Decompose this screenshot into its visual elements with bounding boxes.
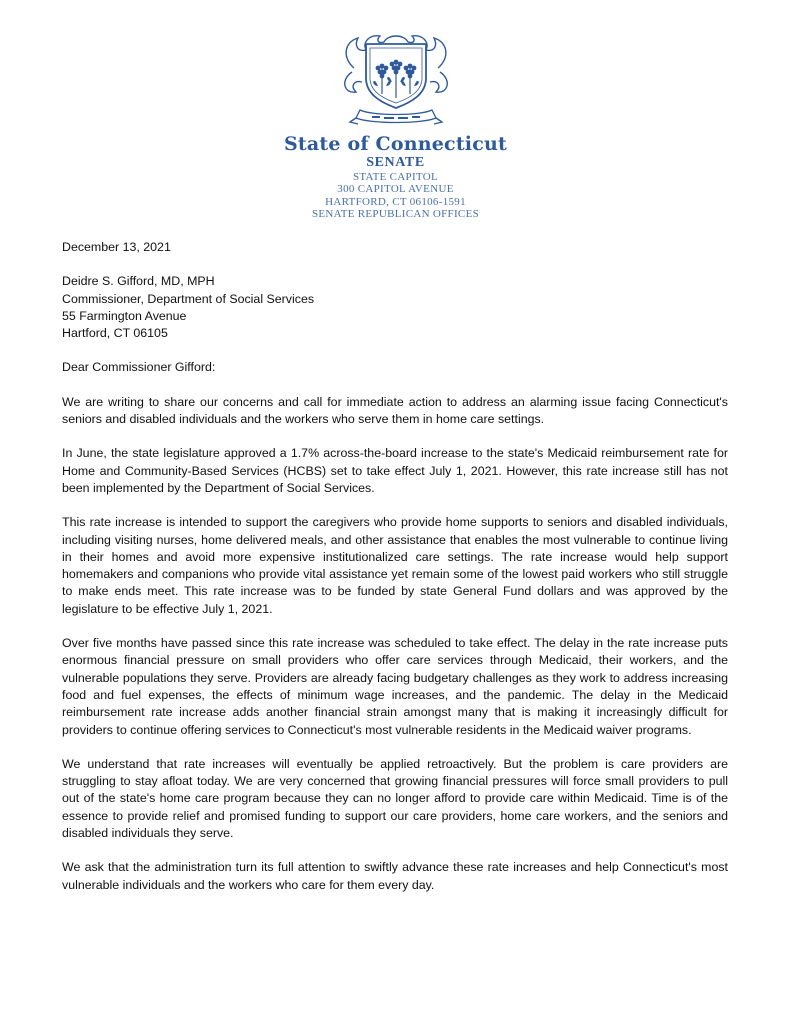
salutation: Dear Commissioner Gifford: [62,360,216,375]
recipient-street: 55 Farmington Avenue [62,308,187,323]
letter-body [62,239,728,911]
letter-date: December 13, 2021 [62,240,171,254]
letterhead-address-line: STATE CAPITOL [352,171,438,183]
body-paragraph: Over five months have passed since this rate increase was scheduled to take effect. The delay in the rate increase puts enormous financial pressure on small providers who offer care services through Medicaid, their workers, and the vulnerable populations they serve. Providers are already facing budgetary challenges as they work to address increasing food and fuel expenses, the effects of minimum wage increases, and the pandemic. The delay in the Medicaid reimbursement rate increase adds another financial strain amongst many that is making it increasingly difficult for providers to continue offering services to Connecticut's most vulnerable residents in the Medicaid waiver programs. [62,636,728,737]
recipient-city: Hartford, CT 06105 [62,326,168,341]
state-seal-icon [332,28,460,128]
body-paragraph: In June, the state legislature approved a 1.7% across-the-board increase to the state's Medicaid reimbursement rate for Home and Community-Based Services (HCBS) set to take effect July 1, 2021. However, this rate increase still has not been implemented by the Department of Social Services. [62,446,728,495]
recipient-address [62,273,728,342]
body-paragraph: This rate increase is intended to support the caregivers who provide home supports to seniors and disabled individuals, including visiting nurses, home delivered meals, and other assistance that enables the most vulnerable to continue living in their homes and avoid more expensive institutionalized care settings. The rate increase would help support homemakers and companions who provide vital assistance yet remain some of the lowest paid workers who still struggle to make ends meet. This rate increase was to be funded by state General Fund dollars and was approved by the legislature to be effective July 1, 2021. [62,515,728,616]
recipient-name: Deidre S. Gifford, MD, MPH [62,274,215,289]
letterhead-chamber: SENATE [366,155,425,170]
body-paragraph: We ask that the administration turn its full attention to swiftly advance these rate increases and help Connecticut's most vulnerable individuals and the workers who care for them every day. [62,860,728,892]
body-paragraph: We are writing to share our concerns and call for immediate action to address an alarming issue facing Connecticut's seniors and disabled individuals and the workers who serve them in home care settings. [62,394,728,427]
letterhead-address-line: HARTFORD, CT 06106-1591 [325,195,466,208]
letterhead-title: State of Connecticut [284,133,507,155]
body-paragraph: We understand that rate increases will eventually be applied retroactively. But the problem is care providers are struggling to stay afloat today. We are very concerned that growing financial pressures will force small providers to pull out of the state's home care program because they can no longer afford to provide care within Medicaid. Time is of the essence to provide relief and promised funding to support our care providers, home care workers, and the seniors and disabled individuals they serve. [62,756,728,841]
letterhead [0,28,791,221]
recipient-title: Commissioner, Department of Social Services [62,291,315,306]
letterhead-office-line: SENATE REPUBLICAN OFFICES [311,208,480,221]
letterhead-address-line: 300 CAPITOL AVENUE [337,183,454,196]
